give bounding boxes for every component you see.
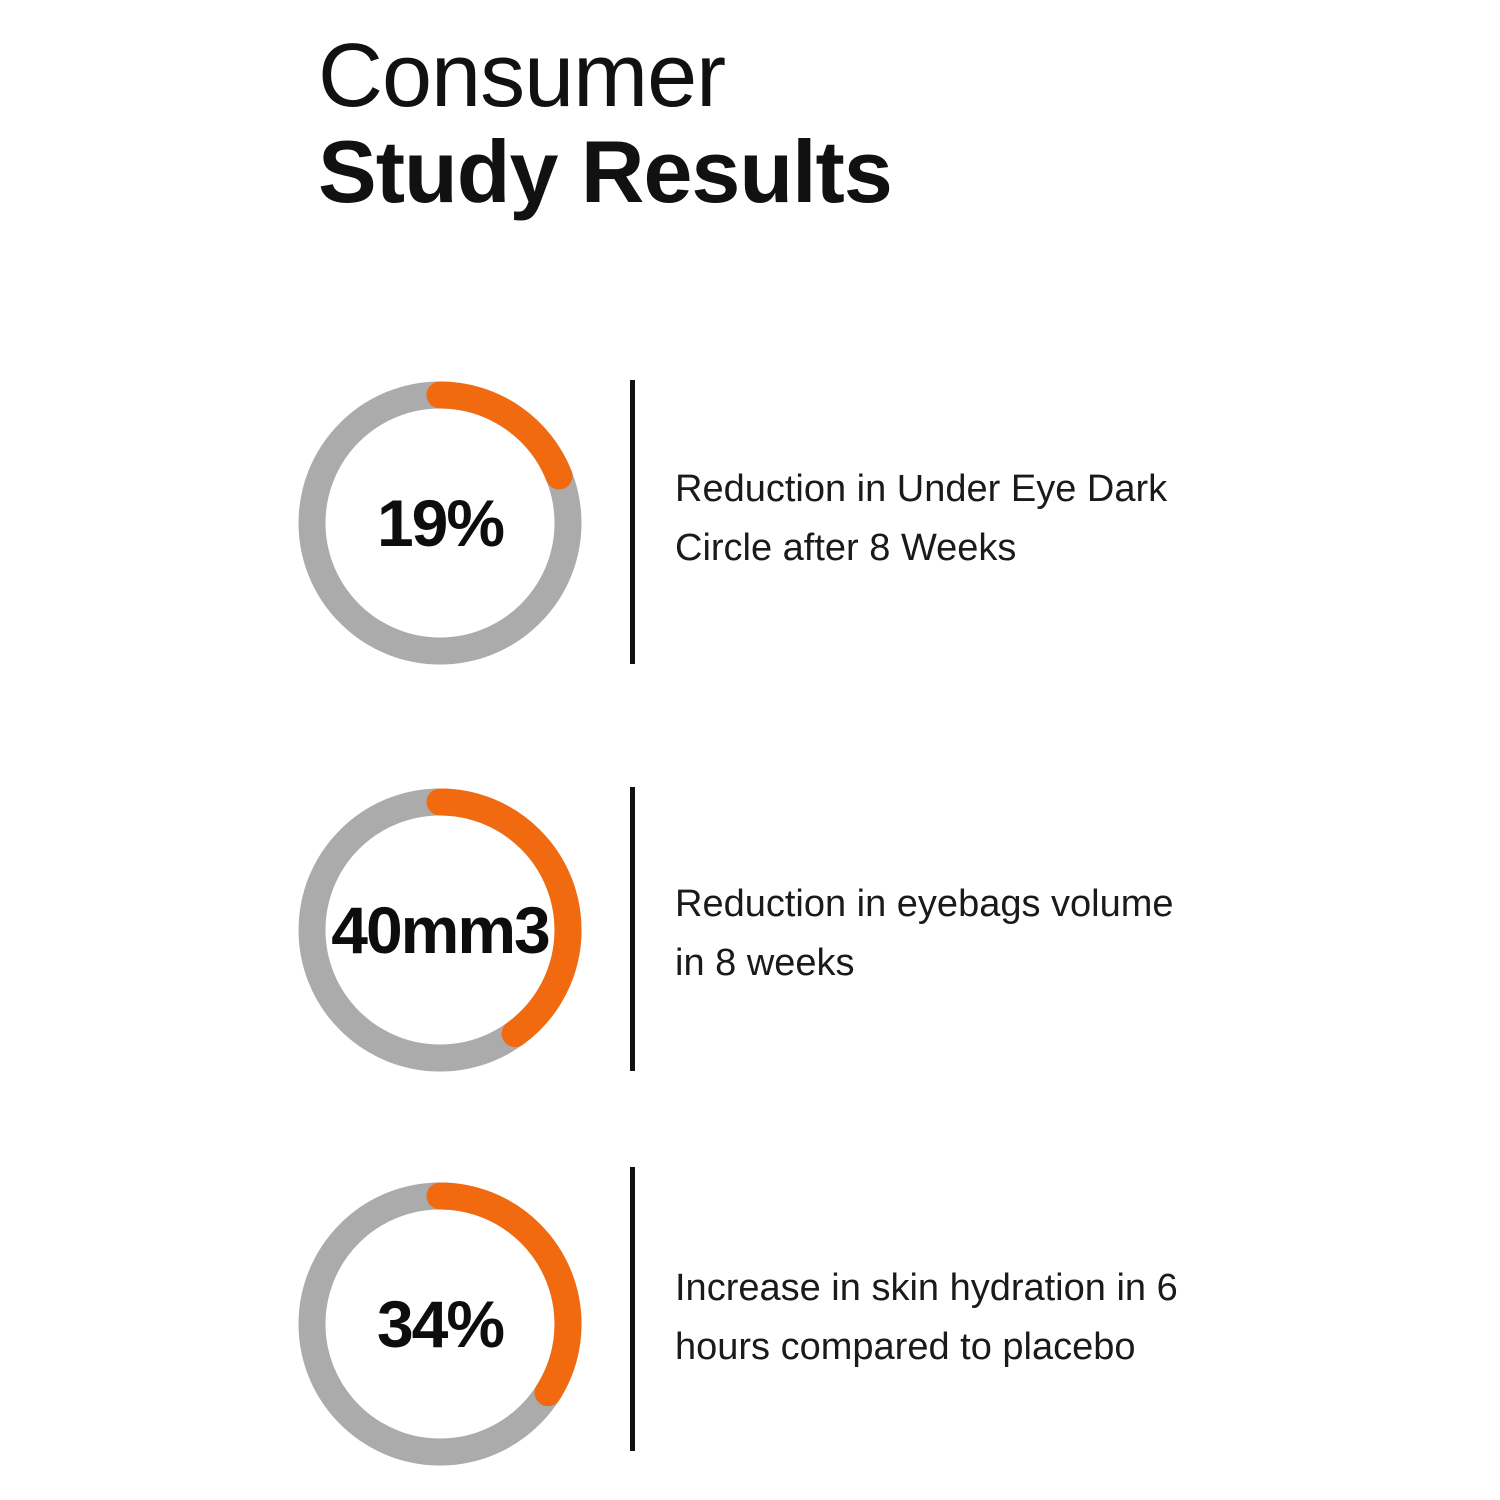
- page-title: [318, 28, 1218, 220]
- stat-description-line: Increase in skin hydration in 6: [675, 1267, 1178, 1309]
- progress-ring: [297, 787, 583, 1073]
- stat-skin-hydration-increase: [0, 1167, 1500, 1457]
- stat-description: [675, 460, 1315, 578]
- stat-eyebag-volume-reduction: [0, 787, 1500, 1077]
- title-line-consumer: Consumer: [318, 26, 726, 126]
- stat-value: 34%: [376, 1287, 504, 1361]
- progress-ring: [297, 1181, 583, 1467]
- stat-value: 19%: [376, 486, 504, 560]
- vertical-divider: [630, 1167, 635, 1451]
- vertical-divider: [630, 380, 635, 664]
- stat-description: [675, 1259, 1315, 1377]
- title-line-study-results: Study Results: [318, 122, 892, 221]
- stat-description-line: Reduction in eyebags volume: [675, 883, 1174, 925]
- stat-description-line: hours compared to placebo: [675, 1326, 1136, 1368]
- stat-dark-circle-reduction: [0, 380, 1500, 670]
- stat-value: 40mm3: [331, 893, 549, 967]
- stat-description-line: Circle after 8 Weeks: [675, 527, 1017, 569]
- progress-ring: [297, 380, 583, 666]
- vertical-divider: [630, 787, 635, 1071]
- stat-description-line: Reduction in Under Eye Dark: [675, 468, 1168, 510]
- stat-description-line: in 8 weeks: [675, 942, 855, 984]
- stat-description: [675, 875, 1315, 993]
